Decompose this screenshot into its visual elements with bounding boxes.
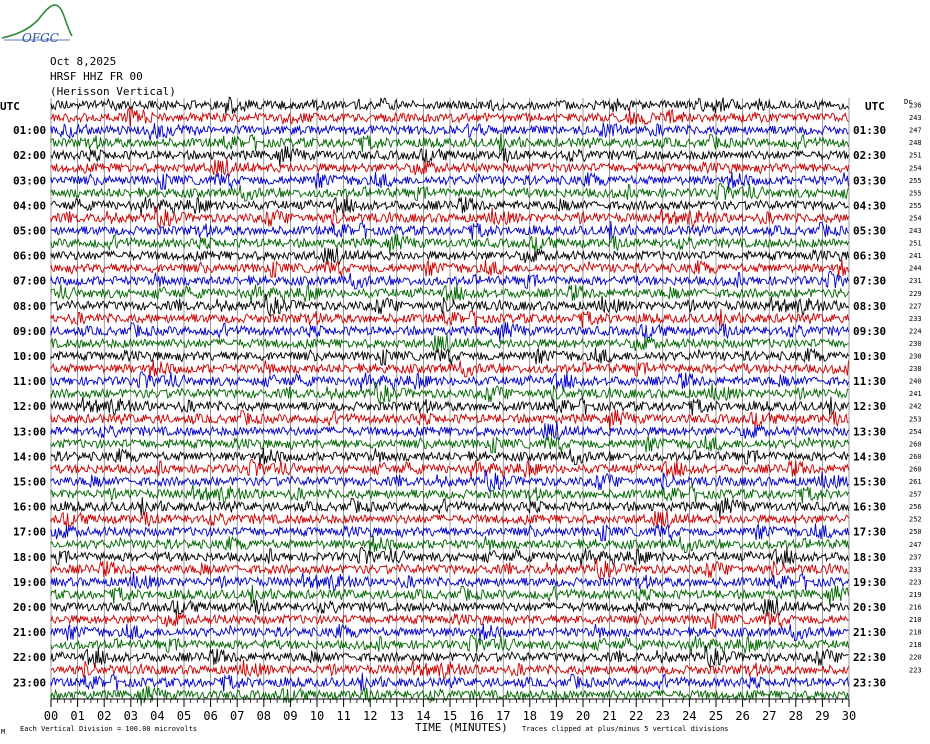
x-axis-tick-label: 22 bbox=[628, 709, 644, 723]
row-value-label: 242 bbox=[909, 402, 922, 411]
hour-label-right: 09:30 bbox=[853, 324, 887, 338]
hour-label-right: 06:30 bbox=[853, 249, 887, 263]
row-value-label: 240 bbox=[909, 377, 922, 386]
x-axis-tick-label: 12 bbox=[362, 709, 378, 723]
row-value-label: 220 bbox=[909, 653, 922, 662]
row-value-label: 238 bbox=[909, 365, 922, 374]
hour-label-left: 10:00 bbox=[13, 350, 47, 363]
row-value-label: 255 bbox=[909, 176, 922, 185]
hour-label-left: 04:00 bbox=[13, 199, 47, 213]
hour-label-left: 14:00 bbox=[13, 450, 47, 464]
hour-label-left: 09:00 bbox=[13, 324, 47, 338]
hour-label-left: 11:00 bbox=[13, 375, 47, 389]
x-axis-tick-label: 14 bbox=[416, 709, 431, 723]
row-value-label: 223 bbox=[909, 666, 922, 675]
hour-label-left: 05:00 bbox=[13, 224, 47, 238]
hour-label-left: 21:00 bbox=[13, 626, 47, 640]
row-value-label: 230 bbox=[909, 339, 922, 348]
row-value-label: 216 bbox=[909, 603, 922, 612]
x-axis-tick-label: 29 bbox=[815, 709, 830, 723]
row-value-label: 231 bbox=[909, 277, 922, 286]
hour-label-left: 08:00 bbox=[13, 299, 47, 313]
hour-label-left: 01:00 bbox=[13, 124, 47, 138]
x-axis-tick-label: 18 bbox=[522, 709, 538, 723]
utc-label-left: UTC bbox=[0, 100, 20, 113]
x-axis-tick-label: 08 bbox=[256, 709, 272, 723]
x-axis-tick-label: 13 bbox=[389, 709, 405, 723]
header-location: (Herisson Vertical) bbox=[50, 85, 176, 98]
x-axis-tick-label: 05 bbox=[176, 709, 192, 723]
row-value-label: 251 bbox=[909, 239, 922, 248]
hour-label-right: 21:30 bbox=[853, 626, 887, 640]
x-axis-tick-label: 06 bbox=[203, 709, 218, 723]
row-value-label: 247 bbox=[909, 126, 922, 135]
row-value-label: 254 bbox=[909, 427, 922, 436]
x-axis-tick-label: 10 bbox=[309, 709, 325, 723]
footer-tiny-mark: M bbox=[1, 728, 6, 736]
row-value-label: 219 bbox=[909, 590, 922, 599]
top-right-label: Dc bbox=[904, 98, 913, 106]
x-axis-tick-label: 04 bbox=[150, 709, 165, 723]
row-value-label: 233 bbox=[909, 314, 922, 323]
utc-label-right: UTC bbox=[865, 100, 885, 113]
row-value-label: 251 bbox=[909, 151, 922, 160]
header-date: Oct 8,2025 bbox=[50, 55, 117, 68]
row-value-label: 243 bbox=[909, 114, 922, 123]
x-axis-tick-label: 21 bbox=[602, 709, 617, 723]
x-axis-tick-label: 17 bbox=[495, 709, 511, 723]
row-value-label: 255 bbox=[909, 189, 922, 198]
hour-label-left: 07:00 bbox=[13, 274, 47, 288]
hour-label-right: 16:30 bbox=[853, 500, 887, 514]
hour-label-right: 03:30 bbox=[853, 174, 887, 188]
hour-label-left: 22:00 bbox=[13, 651, 47, 665]
hour-label-left: 16:00 bbox=[13, 500, 47, 514]
x-axis-tick-label: 19 bbox=[549, 709, 564, 723]
row-value-label: 252 bbox=[909, 515, 922, 524]
row-value-label: 218 bbox=[909, 641, 922, 650]
row-value-label: 261 bbox=[909, 478, 922, 486]
x-axis-tick-label: 25 bbox=[708, 709, 724, 723]
hour-label-left: 15:00 bbox=[13, 475, 47, 489]
hour-label-right: 02:30 bbox=[853, 149, 887, 163]
x-axis-label: TIME (MINUTES) bbox=[415, 721, 508, 734]
row-value-label: 230 bbox=[909, 352, 922, 361]
hour-label-right: 23:30 bbox=[853, 676, 887, 690]
x-axis-tick-label: 28 bbox=[788, 709, 804, 723]
row-value-label: 241 bbox=[909, 252, 922, 261]
row-value-label: 256 bbox=[909, 503, 922, 512]
row-value-label: 260 bbox=[909, 452, 922, 461]
hour-label-left: 19:00 bbox=[13, 575, 47, 589]
logo-text: OFGC bbox=[22, 31, 59, 45]
hour-label-right: 13:30 bbox=[853, 425, 887, 439]
hour-label-right: 07:30 bbox=[853, 274, 887, 288]
hour-label-left: 20:00 bbox=[13, 601, 47, 614]
x-axis-tick-label: 24 bbox=[682, 709, 697, 723]
row-value-label: 243 bbox=[909, 227, 922, 235]
row-value-label: 229 bbox=[909, 289, 922, 298]
row-value-label: 255 bbox=[909, 201, 922, 210]
x-axis-tick-label: 03 bbox=[123, 709, 139, 723]
hour-label-right: 11:30 bbox=[853, 375, 887, 389]
hour-label-left: 12:00 bbox=[13, 400, 47, 414]
row-value-label: 260 bbox=[909, 465, 922, 474]
hour-label-left: 18:00 bbox=[13, 550, 47, 564]
row-value-label: 223 bbox=[909, 578, 922, 587]
footer-clipping-note: Traces clipped at plus/minus 5 vertical divisions bbox=[522, 725, 729, 733]
hour-label-left: 13:00 bbox=[13, 425, 47, 439]
hour-label-left: 17:00 bbox=[13, 525, 47, 539]
hour-label-right: 10:30 bbox=[853, 350, 887, 363]
x-axis-tick-label: 07 bbox=[229, 709, 245, 723]
hour-label-right: 19:30 bbox=[853, 575, 887, 589]
x-axis-tick-label: 00 bbox=[43, 709, 59, 723]
hour-label-right: 14:30 bbox=[853, 450, 887, 464]
hour-label-right: 22:30 bbox=[853, 651, 887, 665]
row-value-label: 253 bbox=[909, 415, 922, 424]
hour-label-right: 17:30 bbox=[853, 525, 887, 539]
x-axis-tick-label: 26 bbox=[735, 709, 750, 723]
header-station: HRSF HHZ FR 00 bbox=[50, 70, 143, 83]
row-value-label: 254 bbox=[909, 214, 922, 223]
row-value-label: 224 bbox=[909, 327, 922, 336]
hour-label-right: 18:30 bbox=[853, 550, 887, 564]
hour-label-right: 12:30 bbox=[853, 400, 887, 414]
row-value-label: 250 bbox=[909, 528, 922, 537]
hour-label-right: 08:30 bbox=[853, 299, 887, 313]
row-value-label: 254 bbox=[909, 164, 922, 173]
row-value-label: 236 bbox=[909, 101, 922, 110]
hour-label-right: 15:30 bbox=[853, 475, 887, 489]
footer-vertical-division-note: Each Vertical Division = 100.00 microvolts bbox=[20, 725, 198, 733]
x-axis-tick-label: 20 bbox=[575, 709, 591, 723]
x-axis-tick-label: 02 bbox=[96, 709, 112, 723]
x-axis-tick-label: 27 bbox=[761, 709, 777, 723]
x-axis-tick-label: 16 bbox=[469, 709, 484, 723]
hour-label-right: 04:30 bbox=[853, 199, 887, 213]
x-axis-tick-label: 09 bbox=[283, 709, 298, 723]
row-value-label: 247 bbox=[909, 540, 922, 549]
x-axis-tick-label: 30 bbox=[841, 709, 857, 723]
row-value-label: 244 bbox=[909, 264, 922, 273]
row-value-label: 248 bbox=[909, 139, 922, 148]
hour-label-left: 03:00 bbox=[13, 174, 47, 188]
x-axis-tick-label: 15 bbox=[442, 709, 458, 723]
row-value-label: 227 bbox=[909, 302, 922, 311]
row-value-label: 233 bbox=[909, 565, 922, 574]
hour-label-left: 02:00 bbox=[13, 149, 47, 163]
row-value-label: 241 bbox=[909, 390, 922, 399]
row-value-label: 218 bbox=[909, 628, 922, 637]
hour-label-right: 05:30 bbox=[853, 224, 887, 238]
x-axis-tick-label: 01 bbox=[70, 709, 85, 723]
hour-label-right: 20:30 bbox=[853, 601, 887, 614]
row-value-label: 257 bbox=[909, 490, 922, 499]
hour-label-left: 23:00 bbox=[13, 676, 47, 690]
hour-label-left: 06:00 bbox=[13, 249, 47, 263]
row-value-label: 237 bbox=[909, 553, 922, 562]
row-value-label: 260 bbox=[909, 440, 922, 449]
hour-label-right: 01:30 bbox=[853, 124, 887, 138]
row-value-label: 210 bbox=[909, 616, 922, 625]
x-axis-tick-label: 23 bbox=[655, 709, 671, 723]
x-axis-tick-label: 11 bbox=[336, 709, 351, 723]
